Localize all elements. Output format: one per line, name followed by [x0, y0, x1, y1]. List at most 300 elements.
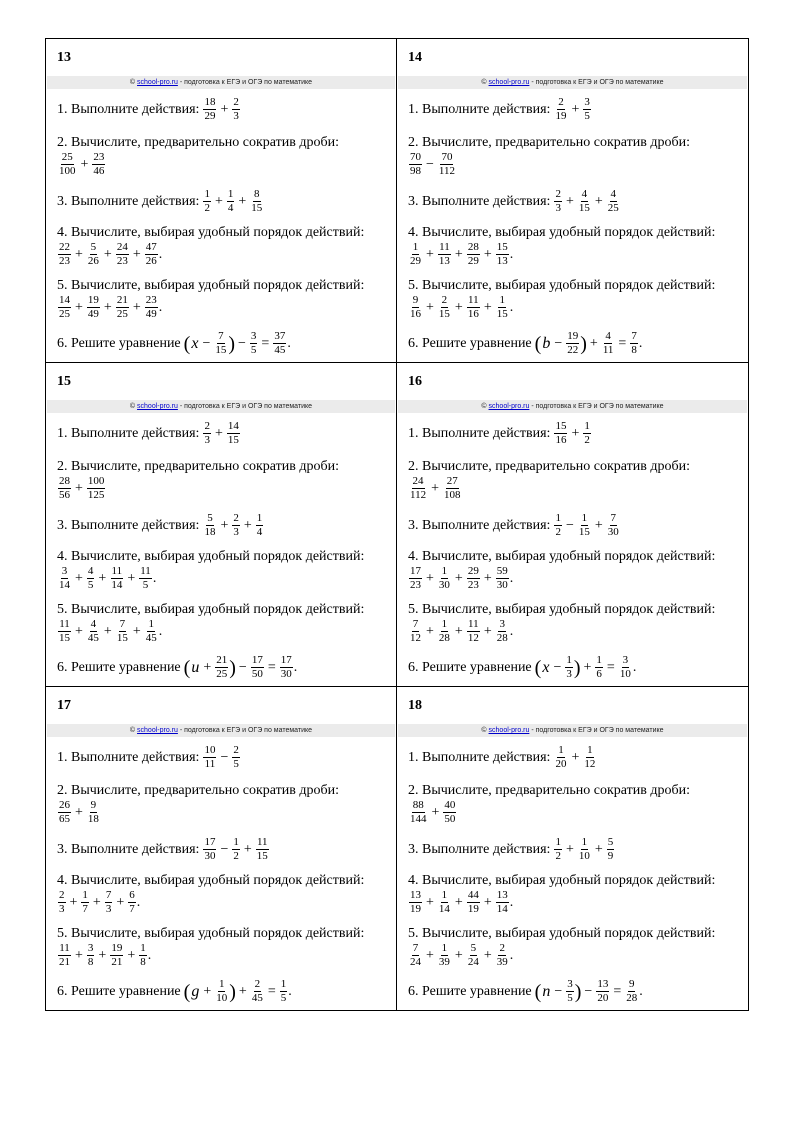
fraction	[203, 97, 216, 122]
fraction-denominator: 11	[602, 344, 614, 356]
fraction	[214, 331, 227, 356]
operator: +	[483, 947, 492, 963]
math-expression	[57, 566, 156, 591]
copyright-sign: ©	[129, 727, 136, 734]
operator: −	[426, 156, 434, 172]
fraction-denominator: 4	[227, 202, 234, 214]
fraction	[232, 837, 240, 862]
site-link[interactable]: school-pro.ru	[488, 727, 530, 734]
task-line	[57, 979, 390, 1004]
fraction	[467, 295, 480, 320]
site-banner	[47, 76, 395, 89]
task-item	[57, 421, 390, 446]
fraction-numerator: 11	[468, 294, 479, 306]
operator: +	[565, 193, 574, 209]
task-text: 1. Выполните действия:	[57, 425, 200, 441]
fraction-denominator: 14	[438, 903, 450, 915]
fraction-denominator: 15	[438, 308, 450, 320]
fraction-denominator: 14	[496, 903, 508, 915]
fraction-denominator: 8	[87, 956, 94, 968]
period: .	[632, 659, 637, 675]
fraction-denominator: 23	[116, 255, 128, 267]
fraction	[203, 513, 216, 538]
fraction	[438, 619, 451, 644]
fraction-denominator: 7	[82, 903, 88, 915]
fraction	[409, 476, 427, 501]
site-link[interactable]: school-pro.ru	[137, 79, 178, 86]
operator: +	[98, 947, 107, 963]
task-text: 3. Выполните действия:	[57, 193, 200, 209]
operator: +	[220, 517, 229, 533]
fraction	[251, 655, 264, 680]
period: .	[509, 623, 514, 639]
card-number: 16	[408, 374, 422, 389]
task-text: 6. Решите уравнение	[408, 659, 532, 675]
task-line	[408, 745, 742, 770]
fraction-numerator: 24	[412, 475, 424, 487]
fraction	[467, 943, 480, 968]
site-link[interactable]: school-pro.ru	[488, 79, 530, 86]
fraction	[250, 189, 263, 214]
fraction-denominator: 5	[233, 758, 239, 770]
fraction-numerator: 26	[59, 799, 70, 811]
fraction-denominator: 2	[584, 434, 590, 446]
fraction-denominator: 19	[410, 903, 421, 915]
task-line	[408, 421, 742, 446]
task-item	[408, 979, 742, 1004]
task-line	[57, 745, 390, 770]
fraction	[81, 890, 89, 915]
fraction-numerator: 37	[274, 330, 286, 342]
fraction-numerator: 4	[90, 618, 97, 630]
task-text: 5. Вычислите, выбирая удобный порядок действий:	[57, 602, 365, 617]
fraction-denominator: 11	[204, 758, 216, 770]
fraction-numerator: 8	[254, 188, 260, 200]
operator: −	[565, 517, 574, 533]
fraction	[203, 837, 216, 862]
fraction	[554, 745, 567, 770]
period: .	[158, 246, 163, 262]
task-line	[57, 549, 390, 565]
fraction-denominator: 15	[215, 344, 227, 356]
fraction-denominator: 2	[555, 526, 561, 538]
site-link[interactable]: school-pro.ru	[137, 727, 178, 734]
task-item	[408, 459, 742, 501]
fraction-denominator: 25	[116, 308, 128, 320]
period: .	[287, 335, 291, 351]
fraction-numerator: 4	[581, 188, 588, 200]
task-line	[408, 331, 742, 356]
fraction	[87, 943, 95, 968]
task-math-line	[57, 943, 390, 968]
fraction-denominator: 28	[496, 632, 508, 644]
fraction-denominator: 16	[467, 308, 479, 320]
fraction-numerator: 15	[496, 241, 508, 253]
math-expression	[408, 242, 513, 267]
parenthesis: )	[580, 332, 587, 355]
task-item	[57, 602, 390, 644]
math-expression	[202, 421, 240, 446]
fraction	[602, 331, 615, 356]
fraction	[496, 619, 509, 644]
operator: +	[571, 101, 580, 117]
math-expression	[57, 295, 162, 320]
fraction-denominator: 21	[59, 956, 70, 968]
operator: +	[426, 947, 434, 963]
task-line	[57, 513, 390, 538]
task-text: 2. Вычислите, предварительно сократив дроби:	[57, 135, 339, 150]
fraction-numerator: 59	[496, 565, 508, 577]
fraction-numerator: 40	[444, 799, 456, 811]
fraction-denominator: 30	[607, 526, 619, 538]
fraction	[607, 513, 620, 538]
fraction	[58, 242, 71, 267]
operator: +	[103, 246, 112, 262]
operator: +	[431, 804, 440, 820]
fraction	[607, 189, 620, 214]
task-math-line	[57, 152, 390, 177]
fraction	[438, 242, 451, 267]
fraction	[496, 566, 509, 591]
fraction-numerator: 28	[59, 475, 70, 487]
fraction-numerator: 19	[567, 330, 579, 342]
operator: +	[454, 894, 463, 910]
task-line	[408, 873, 742, 889]
fraction-numerator: 11	[439, 241, 450, 253]
period: .	[147, 947, 152, 963]
fraction-denominator: 18	[87, 813, 99, 825]
operator: +	[243, 841, 252, 857]
task-card	[46, 39, 397, 363]
task-text: 4. Вычислите, выбирая удобный порядок действий:	[57, 873, 365, 888]
task-line	[408, 655, 742, 680]
fraction-denominator: 15	[227, 434, 239, 446]
task-text: 5. Вычислите, выбирая удобный порядок действий:	[57, 926, 365, 941]
task-math-line	[408, 152, 742, 177]
fraction-denominator: 8	[631, 344, 637, 356]
variable: u	[191, 658, 200, 676]
fraction	[596, 979, 609, 1004]
fraction	[110, 566, 123, 591]
fraction-numerator: 17	[251, 654, 263, 666]
operator: +	[583, 659, 592, 675]
fraction	[496, 890, 509, 915]
task-line	[408, 926, 742, 942]
task-line	[408, 549, 742, 565]
period: .	[509, 947, 514, 963]
fraction	[58, 800, 71, 825]
fraction-denominator: 10	[619, 668, 631, 680]
fraction	[256, 837, 269, 862]
fraction	[496, 943, 509, 968]
fraction-denominator: 2	[555, 850, 561, 862]
fraction	[554, 837, 562, 862]
fraction	[409, 890, 422, 915]
fraction	[566, 331, 579, 356]
fraction-denominator: 10	[216, 992, 228, 1004]
operator: +	[69, 894, 78, 910]
operator: +	[243, 517, 252, 533]
fraction	[58, 566, 71, 591]
fraction-numerator: 2	[233, 744, 239, 756]
task-item	[408, 873, 742, 915]
operator: +	[127, 947, 136, 963]
fraction	[105, 890, 113, 915]
fraction	[409, 566, 422, 591]
fraction	[443, 476, 462, 501]
operator: +	[75, 480, 83, 496]
fraction-numerator: 1	[566, 654, 572, 666]
task-text: 4. Вычислите, выбирая удобный порядок действий:	[57, 225, 365, 240]
fraction-denominator: 19	[555, 110, 567, 122]
fraction	[227, 189, 235, 214]
parenthesis: (	[534, 332, 542, 355]
operator: +	[75, 299, 83, 315]
operator: −	[220, 749, 229, 765]
fraction-denominator: 49	[87, 308, 99, 320]
task-line	[408, 225, 742, 241]
operator: +	[203, 659, 212, 675]
operator: +	[594, 193, 603, 209]
fraction-denominator: 5	[142, 579, 149, 591]
site-banner	[47, 724, 395, 737]
period: .	[638, 335, 643, 351]
fraction-denominator: 29	[467, 255, 479, 267]
fraction	[203, 745, 216, 770]
period: .	[158, 623, 163, 639]
fraction-numerator: 1	[441, 618, 448, 630]
fraction	[87, 619, 100, 644]
parenthesis: (	[534, 980, 542, 1003]
fraction-numerator: 1	[441, 565, 448, 577]
fraction-numerator: 2	[558, 96, 564, 108]
fraction-denominator: 39	[496, 956, 508, 968]
fraction	[58, 476, 71, 501]
math-expression	[202, 745, 240, 770]
task-math-line	[408, 890, 742, 915]
task-item	[408, 745, 742, 770]
fraction-numerator: 11	[140, 565, 151, 577]
fraction-denominator: 3	[59, 903, 65, 915]
task-card	[46, 363, 397, 687]
math-expression	[408, 476, 463, 501]
copyright-sign: ©	[481, 727, 487, 734]
operator: +	[426, 299, 434, 315]
task-text: 6. Решите уравнение	[57, 983, 181, 999]
fraction-numerator: 1	[233, 836, 239, 848]
fraction-numerator: 19	[87, 294, 99, 306]
operator: +	[238, 193, 247, 209]
fraction	[467, 242, 480, 267]
task-math-line	[408, 800, 742, 825]
site-banner	[398, 76, 747, 89]
card-number: 18	[408, 698, 422, 713]
math-expression	[57, 943, 151, 968]
fraction-denominator: 22	[567, 344, 579, 356]
task-text: 5. Вычислите, выбирая удобный порядок действий:	[408, 926, 716, 941]
fraction	[438, 943, 451, 968]
fraction-numerator: 9	[90, 799, 97, 811]
copyright-sign: ©	[129, 403, 136, 410]
operator: +	[454, 947, 463, 963]
fraction	[58, 943, 71, 968]
operator: +	[220, 101, 229, 117]
fraction-denominator: 15	[251, 202, 263, 214]
task-item	[57, 225, 390, 267]
fraction	[409, 800, 428, 825]
task-line	[408, 189, 742, 214]
task-text: 1. Выполните действия:	[408, 101, 551, 117]
fraction-numerator: 28	[467, 241, 479, 253]
fraction	[443, 800, 456, 825]
task-math-line	[408, 242, 742, 267]
fraction	[595, 655, 603, 680]
task-line	[408, 135, 742, 151]
fraction-numerator: 5	[607, 836, 614, 848]
math-expression	[408, 800, 457, 825]
fraction-numerator: 9	[628, 978, 635, 990]
site-link[interactable]: school-pro.ru	[137, 403, 178, 410]
fraction-denominator: 23	[59, 255, 70, 267]
math-expression	[57, 800, 101, 825]
fraction-denominator: 144	[410, 813, 427, 825]
operator: +	[103, 299, 112, 315]
fraction-numerator: 2	[233, 96, 239, 108]
fraction-denominator: 65	[59, 813, 70, 825]
task-item	[57, 331, 390, 356]
fraction-denominator: 98	[410, 165, 421, 177]
fraction-denominator: 20	[597, 992, 609, 1004]
fraction	[58, 295, 71, 320]
fraction-numerator: 1	[218, 978, 225, 990]
fraction-numerator: 11	[256, 836, 268, 848]
fraction-numerator: 5	[470, 942, 477, 954]
fraction-numerator: 1	[555, 512, 561, 524]
fraction-numerator: 1	[82, 889, 88, 901]
math-expression	[57, 152, 106, 177]
fraction-denominator: 100	[59, 165, 76, 177]
fraction-denominator: 30	[438, 579, 450, 591]
task-item	[57, 189, 390, 214]
fraction	[87, 242, 100, 267]
task-line	[408, 783, 742, 799]
parenthesis: )	[229, 656, 236, 679]
fraction-numerator: 7	[412, 942, 419, 954]
fraction	[565, 655, 573, 680]
operator: +	[431, 480, 439, 496]
operator: +	[483, 570, 492, 586]
fraction-denominator: 45	[251, 992, 263, 1004]
task-line	[57, 926, 390, 942]
task-math-line	[408, 566, 742, 591]
fraction-numerator: 1	[499, 294, 505, 306]
fraction	[110, 943, 123, 968]
fraction-numerator: 88	[412, 799, 424, 811]
fraction	[554, 421, 567, 446]
fraction-denominator: 45	[87, 632, 99, 644]
task-text: 4. Вычислите, выбирая удобный порядок действий:	[408, 225, 716, 240]
fraction-denominator: 5	[280, 992, 287, 1004]
task-line	[57, 602, 390, 618]
task-math-line	[408, 619, 742, 644]
fraction-numerator: 21	[216, 654, 228, 666]
operator: =	[613, 983, 622, 999]
fraction-numerator: 1	[581, 512, 588, 524]
fraction-numerator: 7	[105, 889, 112, 901]
fraction-denominator: 12	[410, 632, 421, 644]
fraction-denominator: 25	[216, 668, 228, 680]
fraction	[578, 189, 591, 214]
fraction-numerator: 7	[412, 618, 419, 630]
site-link[interactable]: school-pro.ru	[488, 403, 530, 410]
fraction	[145, 295, 158, 320]
operator: =	[267, 659, 276, 675]
operator: −	[238, 335, 246, 351]
fraction-denominator: 30	[496, 579, 508, 591]
operator: +	[92, 894, 101, 910]
fraction-denominator: 15	[256, 850, 268, 862]
operator: −	[554, 335, 563, 351]
fraction-denominator: 5	[250, 344, 257, 356]
fraction-denominator: 18	[204, 526, 216, 538]
fraction-numerator: 7	[119, 618, 126, 630]
fraction-numerator: 27	[446, 475, 458, 487]
fraction	[203, 189, 211, 214]
math-expression	[553, 189, 620, 214]
fraction	[139, 566, 152, 591]
task-text: 6. Решите уравнение	[408, 335, 532, 351]
fraction-denominator: 5	[584, 110, 590, 122]
fraction-denominator: 50	[251, 668, 263, 680]
fraction-numerator: 1	[596, 654, 602, 666]
operator: +	[483, 299, 492, 315]
fraction-numerator: 1	[148, 618, 154, 630]
math-expression	[408, 295, 513, 320]
fraction-numerator: 4	[610, 188, 617, 200]
period: .	[509, 246, 514, 262]
fraction-denominator: 12	[467, 632, 479, 644]
task-math-line	[408, 943, 742, 968]
fraction-numerator: 1	[227, 188, 234, 200]
task-item	[408, 513, 742, 538]
fraction	[496, 295, 509, 320]
fraction-denominator: 28	[626, 992, 638, 1004]
fraction-numerator: 70	[441, 151, 453, 163]
fraction-numerator: 11	[468, 618, 479, 630]
math-expression	[408, 943, 513, 968]
fraction-denominator: 49	[145, 308, 157, 320]
math-expression	[408, 619, 513, 644]
math-expression	[57, 890, 140, 915]
variable: x	[191, 334, 199, 352]
fraction	[232, 97, 240, 122]
operator: +	[238, 983, 247, 999]
fraction-denominator: 3	[233, 526, 239, 538]
card-number: 15	[57, 374, 71, 389]
parenthesis: )	[229, 980, 236, 1003]
math-expression	[535, 655, 637, 680]
operator: −	[553, 659, 562, 675]
operator: −	[202, 335, 211, 351]
fraction-denominator: 13	[438, 255, 450, 267]
card-number: 17	[57, 698, 71, 713]
fraction-numerator: 3	[584, 96, 590, 108]
fraction-numerator: 3	[622, 654, 629, 666]
fraction-denominator: 14	[111, 579, 123, 591]
task-math-line	[57, 800, 390, 825]
fraction	[467, 890, 480, 915]
fraction-numerator: 13	[410, 889, 421, 901]
